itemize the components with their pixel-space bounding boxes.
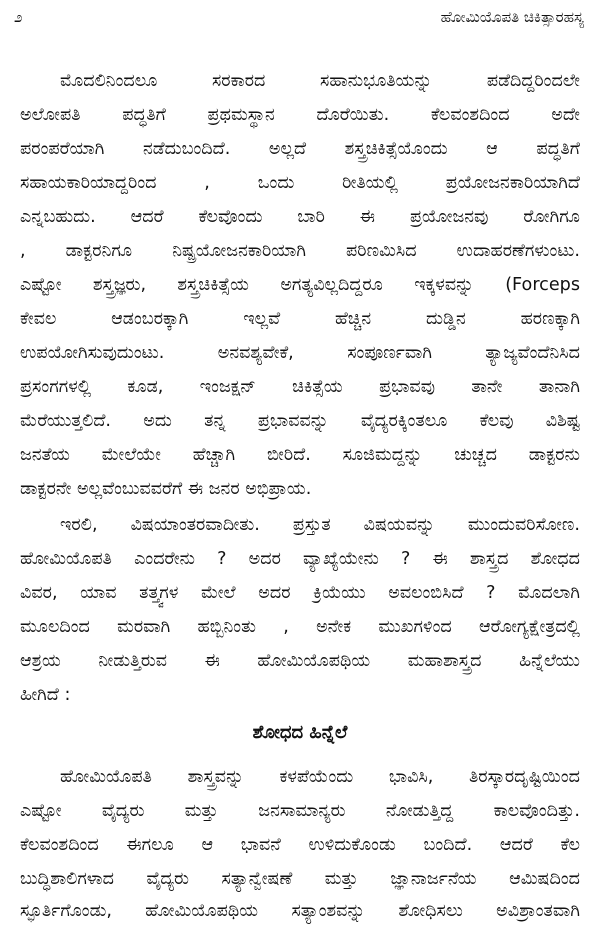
paragraph-1-line-3: ಪರಂಪರೆಯಾಗಿ ನಡೆದುಬಂದಿದೆ. ಅಲ್ಲದೆ ಶಸ್ತ್ರಚಿಕಿತ್ಸೆಯೊಂದು ಆ ಪದ್ಧತಿಗೆ: [20, 139, 580, 159]
paragraph-1-line-6: , ಡಾಕ್ಟರನಿಗೂ ನಿಷ್ಪ್ರಯೋಜನಕಾರಿಯಾಗಿ ಪರಿಣಮಿಸಿದ ಉದಾಹರಣೆಗಳುಂಟು.: [20, 241, 580, 261]
paragraph-1-line-10: ಪ್ರಸಂಗಗಳಲ್ಲಿ ಕೂಡ, ಇಂಜಕ್ಷನ್ ಚಿಕಿತ್ಸೆಯ ಪ್ರಭಾವವು ತಾನೇ ತಾನಾಗಿ: [20, 377, 580, 397]
paragraph-3-line-1: ಹೋಮಿಯೊಪತಿ ಶಾಸ್ತ್ರವನ್ನು ಕಳಪೆಯೆಂದು ಭಾವಿಸಿ, ತಿರಸ್ಕಾರದೃಷ್ಟಿಯಿಂದ: [60, 767, 580, 787]
page-number: ೨: [14, 8, 23, 26]
paragraph-2-line-6: ಹೀಗಿದೆ :: [20, 685, 71, 705]
section-heading: ಶೋಧದ ಹಿನ್ನೆಲೆ: [252, 722, 348, 743]
paragraph-1-line-5: ಎನ್ನಬಹುದು. ಆದರೆ ಕೆಲವೊಂದು ಬಾರಿ ಈ ಪ್ರಯೋಜನವು ರೋಗಿಗೂ: [20, 207, 580, 227]
running-title: ಹೋಮಿಯೊಪತಿ ಚಿಕಿತ್ಸಾರಹಸ್ಯ: [440, 8, 584, 26]
paragraph-1-line-7: ಎಷ್ಟೋ ಶಸ್ತ್ರಜ್ಞರು, ಶಸ್ತ್ರಚಿಕಿತ್ಸೆಯ ಅಗತ್ಯವಿಲ್ಲದಿದ್ದರೂ ಇಕ್ಕಳವನ್ನು (Forceps: [20, 275, 580, 295]
paragraph-3-line-2: ಎಷ್ಟೋ ವೈದ್ಯರು ಮತ್ತು ಜನಸಾಮಾನ್ಯರು ನೋಡುತ್ತಿದ್ದ ಕಾಲವೊಂದಿತ್ತು.: [20, 801, 580, 821]
paragraph-1-line-9: ಉಪಯೋಗಿಸುವುದುಂಟು. ಅನವಶ್ಯವೇಕೆ, ಸಂಪೂರ್ಣವಾಗಿ ತ್ಯಾಜ್ಯವೆಂದೆನಿಸಿದ: [20, 343, 580, 363]
paragraph-3-line-5: ಸ್ಫೂರ್ತಿಗೊಂಡು, ಹೋಮಿಯೊಪಥಿಯ ಸತ್ಯಾಂಶವನ್ನು ಶೋಧಿಸಲು ಅವಿಶ್ರಾಂತವಾಗಿ: [20, 901, 580, 921]
paragraph-1-line-12: ಜನತೆಯ ಮೇಲೆಯೇ ಹೆಚ್ಚಾಗಿ ಬೀರಿದೆ. ಸೂಜಿಮದ್ದನ್ನು ಚುಚ್ಚದ ಡಾಕ್ಟರನು: [20, 445, 580, 465]
paragraph-1-line-2: ಅಲೋಪತಿ ಪದ್ಧತಿಗೆ ಪ್ರಥಮಸ್ಥಾನ ದೊರೆಯಿತು. ಕೆಲವಂಶದಿಂದ ಅದೇ: [20, 105, 580, 125]
paragraph-1-line-1: ಮೊದಲಿನಿಂದಲೂ ಸರಕಾರದ ಸಹಾನುಭೂತಿಯನ್ನು ಪಡೆದಿದ್ದರಿಂದಲೇ: [60, 71, 580, 91]
paragraph-1-line-8: ಕೇವಲ ಆಡಂಬರಕ್ಕಾಗಿ ಇಲ್ಲವೆ ಹೆಚ್ಚಿನ ದುಡ್ಡಿನ ಹರಣಕ್ಕಾಗಿ: [20, 309, 580, 329]
paragraph-2-line-1: ಇರಲಿ, ವಿಷಯಾಂತರವಾದೀತು. ಪ್ರಸ್ತುತ ವಿಷಯವನ್ನು ಮುಂದುವರಿಸೋಣ.: [60, 515, 580, 535]
paragraph-2-line-5: ಆಶ್ರಯ ನೀಡುತ್ತಿರುವ ಈ ಹೋಮಿಯೊಪಥಿಯ ಮಹಾಶಾಸ್ತ್ರದ ಹಿನ್ನೆಲೆಯು: [20, 651, 580, 671]
paragraph-1-line-4: ಸಹಾಯಕಾರಿಯಾದ್ದರಿಂದ , ಒಂದು ರೀತಿಯಲ್ಲಿ ಪ್ರಯೋಜನಕಾರಿಯಾಗಿದೆ: [20, 173, 580, 193]
paragraph-1-line-11: ಮೆರೆಯುತ್ತಲಿದೆ. ಅದು ತನ್ನ ಪ್ರಭಾವವನ್ನು ವೈದ್ಯರಕ್ಕಿಂತಲೂ ಕೆಲವು ವಿಶಿಷ್ಟ: [20, 411, 580, 431]
paragraph-1-line-13: ಡಾಕ್ಟರನೇ ಅಲ್ಲವೆಂಬುವವರೆಗೆ ಈ ಜನರ ಅಭಿಪ್ರಾಯ.: [20, 479, 312, 499]
paragraph-2-line-2: ಹೋಮಿಯೊಪತಿ ಎಂದರೇನು ? ಅದರ ವ್ಯಾಖ್ಯೆಯೇನು ? ಈ ಶಾಸ್ತ್ರದ ಶೋಧದ: [20, 549, 580, 569]
running-header: [14, 6, 584, 32]
paragraph-3-line-4: ಬುದ್ಧಿಶಾಲಿಗಳಾದ ವೈದ್ಯರು ಸತ್ಯಾನ್ವೇಷಣೆ ಮತ್ತು ಜ್ಞಾನಾರ್ಜನೆಯ ಆಮಿಷದಿಂದ: [20, 869, 580, 889]
paragraph-2-line-4: ಮೂಲದಿಂದ ಮರವಾಗಿ ಹಬ್ಬಿನಿಂತು , ಅನೇಕ ಮುಖಗಳಿಂದ ಆರೋಗ್ಯಕ್ಷೇತ್ರದಲ್ಲಿ: [20, 617, 580, 637]
paragraph-3-line-3: ಕೆಲವಂಶದಿಂದ ಈಗಲೂ ಆ ಭಾವನೆ ಉಳಿದುಕೊಂಡು ಬಂದಿದೆ. ಆದರೆ ಕೆಲ: [20, 835, 580, 855]
paragraph-2-line-3: ವಿವರ, ಯಾವ ತತ್ತ್ವಗಳ ಮೇಲೆ ಅದರ ಕ್ರಿಯೆಯು ಅವಲಂಬಿಸಿದೆ ? ಮೊದಲಾಗಿ: [20, 583, 580, 603]
